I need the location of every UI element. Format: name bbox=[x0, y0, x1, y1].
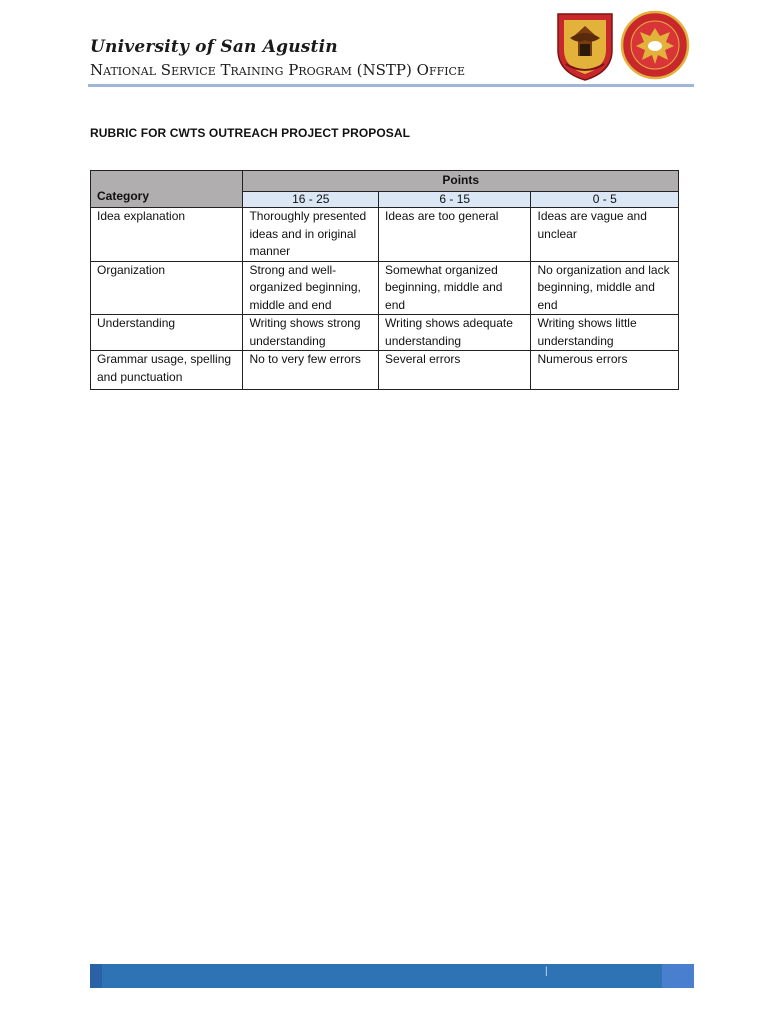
table-cell: Ideas are too general bbox=[379, 208, 531, 262]
table-cell: Thoroughly presented ideas and in original manner bbox=[243, 208, 379, 262]
footer-accent-left bbox=[90, 964, 102, 988]
document-title: RUBRIC FOR CWTS OUTREACH PROJECT PROPOSAL bbox=[90, 126, 411, 140]
footer-accent-right bbox=[662, 964, 694, 988]
row-category: Understanding bbox=[91, 315, 243, 351]
points-header: Points bbox=[243, 171, 679, 192]
university-seal-icon bbox=[552, 10, 618, 82]
table-row bbox=[91, 208, 679, 262]
rubric-table bbox=[90, 170, 679, 390]
table-header-row bbox=[91, 171, 679, 192]
footer-separator: | bbox=[545, 966, 548, 977]
nstp-seal-icon bbox=[620, 10, 690, 80]
row-category: Organization bbox=[91, 261, 243, 315]
category-header: Category bbox=[91, 171, 243, 208]
table-cell: No to very few errors bbox=[243, 351, 379, 390]
table-cell: Numerous errors bbox=[531, 351, 679, 390]
table-cell: Strong and well-organized beginning, middle and end bbox=[243, 261, 379, 315]
table-cell: Writing shows adequate understanding bbox=[379, 315, 531, 351]
table-cell: Somewhat organized beginning, middle and end bbox=[379, 261, 531, 315]
table-cell: Several errors bbox=[379, 351, 531, 390]
table-row bbox=[91, 351, 679, 390]
range-header-high: 16 - 25 bbox=[243, 192, 379, 208]
table-cell: Ideas are vague and unclear bbox=[531, 208, 679, 262]
table-cell: No organization and lack beginning, middle and end bbox=[531, 261, 679, 315]
range-header-low: 0 - 5 bbox=[531, 192, 679, 208]
range-header-mid: 6 - 15 bbox=[379, 192, 531, 208]
table-cell: Writing shows strong understanding bbox=[243, 315, 379, 351]
table-row bbox=[91, 261, 679, 315]
row-category: Idea explanation bbox=[91, 208, 243, 262]
table-row bbox=[91, 315, 679, 351]
document-header bbox=[90, 36, 465, 80]
header-rule bbox=[88, 84, 694, 87]
row-category: Grammar usage, spelling and punctuation bbox=[91, 351, 243, 390]
footer-bar bbox=[90, 964, 694, 988]
university-name: University of San Agustin bbox=[90, 37, 338, 57]
table-cell: Writing shows little understanding bbox=[531, 315, 679, 351]
office-name: National Service Training Program (NSTP) Office bbox=[90, 61, 465, 79]
